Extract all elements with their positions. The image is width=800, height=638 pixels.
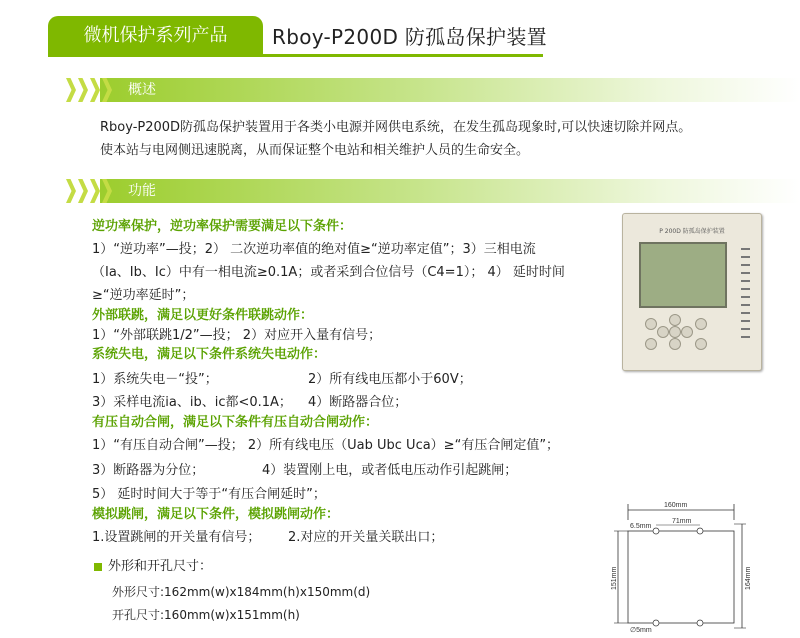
device-led (741, 288, 750, 290)
loss-of-power-item-4: 4）断路器合位； (308, 395, 408, 410)
device-key-up (669, 314, 681, 326)
drawing-height-left-label: 151mm (611, 566, 618, 590)
series-tab: 微机保护系列产品 (48, 16, 263, 56)
device-key-left (657, 326, 669, 338)
device-led (741, 336, 750, 338)
device-led (741, 328, 750, 330)
overview-line-1: Rboy-P200D防孤岛保护装置用于各类小电源并网供电系统，在发生孤岛现象时,可以快速切除并网点。 (100, 120, 692, 135)
loss-of-power-item-2: 2）所有线电压都小于60V； (308, 372, 472, 387)
device-led (741, 248, 750, 250)
loss-of-power-item-3: 3）采样电流ia、ib、ic都<0.1A； (92, 395, 292, 410)
drawing-hole-dia-label: ∅5mm (630, 627, 652, 634)
device-lcd-screen (639, 242, 727, 308)
sim-trip-item-1: 1.设置跳闸的开关量有信号； (92, 530, 261, 545)
device-led (741, 256, 750, 258)
device-key-esc (645, 318, 657, 330)
reverse-power-line-2: （Ia、Ib、Ic）中有一相电流≥0.1A；或者采到合位信号（C4=1）； 4） 延时时间 (92, 265, 565, 280)
chevron-icon (66, 179, 76, 203)
device-key-reset (695, 318, 707, 330)
outer-dimensions: 外形尺寸:162mm(w)x184mm(h)x150mm(d) (112, 585, 371, 599)
reverse-power-heading: 逆功率保护，逆功率保护需要满足以下条件： (92, 219, 353, 234)
chevron-icon (90, 179, 100, 203)
device-key-enter (669, 326, 681, 338)
external-trip-line-1: 1）“外部联跳1/2”—投； 2）对应开入量有信号； (92, 328, 382, 343)
chevron-icon (78, 78, 88, 102)
chevron-icon (90, 78, 100, 102)
section-title-overview: 概述 (128, 82, 156, 98)
sim-trip-item-2: 2.对应的开关量关联出口； (288, 530, 444, 545)
cutout-dimensions: 开孔尺寸:160mm(w)x151mm(h) (112, 608, 300, 622)
device-led (741, 272, 750, 274)
bullet-square-icon (94, 563, 102, 571)
loss-of-power-heading: 系统失电，满足以下条件系统失电动作： (92, 347, 327, 362)
auto-close-item-2: 3）断路器为分位； (92, 463, 205, 478)
chevron-icon (66, 78, 76, 102)
reverse-power-line-3: ≥“逆功率延时”； (92, 288, 195, 303)
device-key-set (695, 338, 707, 350)
device-label: P 200D 防孤岛保护装置 (659, 228, 725, 235)
auto-close-item-4: 5） 延时时间大于等于“有压合闸延时”； (92, 487, 326, 502)
title-underline (48, 54, 543, 57)
reverse-power-line-1: 1）“逆功率”—投；2） 二次逆功率值的绝对值≥“逆功率定值”；3）三相电流 (92, 242, 536, 257)
chevron-icon (78, 179, 88, 203)
external-trip-heading: 外部联跳，满足以更好条件联跳动作： (92, 308, 314, 323)
device-image (622, 213, 762, 371)
dimension-drawing (600, 498, 760, 634)
loss-of-power-item-1: 1）系统失电－“投”； (92, 372, 218, 387)
function-section-bar (0, 179, 800, 203)
dimensions-heading: 外形和开孔尺寸： (108, 559, 213, 574)
drawing-hole-offset-label: 6.5mm (630, 523, 652, 530)
overview-line-2: 使本站与电网侧迅速脱离，从而保证整个电站和相关维护人员的生命安全。 (100, 143, 530, 158)
device-led (741, 280, 750, 282)
device-key-down (669, 338, 681, 350)
device-key-right (681, 326, 693, 338)
section-title-function: 功能 (128, 183, 156, 199)
device-led (741, 296, 750, 298)
device-led (741, 320, 750, 322)
device-led (741, 264, 750, 266)
overview-section-bar (0, 78, 800, 102)
drawing-width-label: 160mm (664, 502, 688, 509)
drawing-height-right-label: 164mm (745, 566, 752, 590)
device-led (741, 312, 750, 314)
device-led (741, 304, 750, 306)
auto-close-item-3: 4）装置刚上电，或者低电压动作引起跳闸； (262, 463, 518, 478)
device-key-func (645, 338, 657, 350)
drawing-hole-spacing-label: 71mm (672, 518, 692, 525)
product-title: Rboy-P200D 防孤岛保护装置 (272, 25, 547, 49)
auto-close-heading: 有压自动合闸，满足以下条件有压自动合闸动作： (92, 415, 379, 430)
sim-trip-heading: 模拟跳闸，满足以下条件，模拟跳闸动作： (92, 507, 340, 522)
auto-close-item-1: 1）“有压自动合闸”—投； 2）所有线电压（Uab Ubc Uca）≥“有压合闸定值”； (92, 438, 560, 453)
